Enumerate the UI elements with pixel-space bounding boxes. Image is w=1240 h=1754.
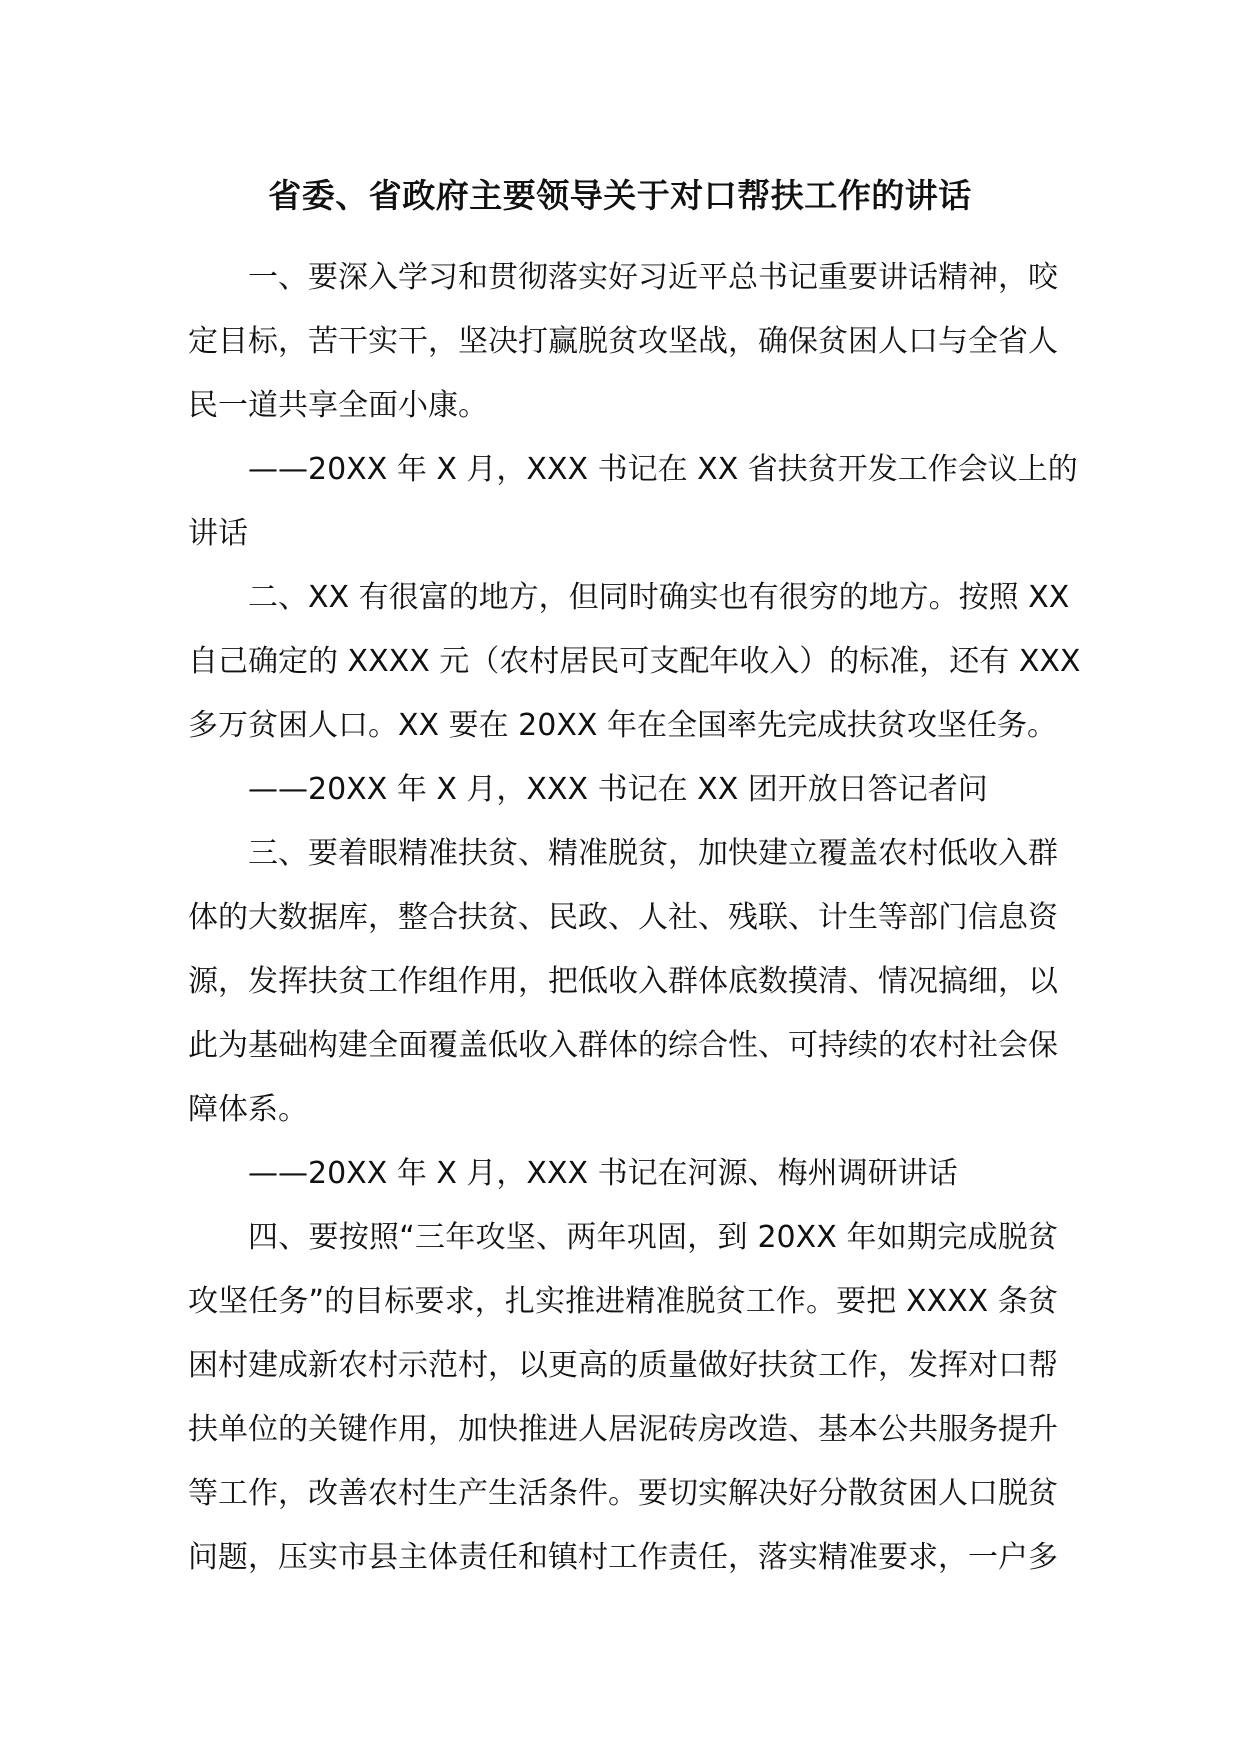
citation-3: ——20XX 年 X 月，XXX 书记在河源、梅州调研讲话 — [248, 1156, 958, 1191]
paragraph-3-line-3: 源，发挥扶贫工作组作用，把低收入群体底数摸清、情况搞细，以 — [188, 964, 1058, 999]
paragraph-2-line-3: 多万贫困人口。XX 要在 20XX 年在全国率先完成扶贫攻坚任务。 — [188, 708, 1057, 743]
paragraph-3-line-5: 障体系。 — [188, 1092, 308, 1127]
paragraph-3-line-4: 此为基础构建全面覆盖低收入群体的综合性、可持续的农村社会保 — [188, 1028, 1058, 1063]
paragraph-4-line-6: 问题，压实市县主体责任和镇村工作责任，落实精准要求，一户多 — [188, 1540, 1058, 1575]
paragraph-1-line-1: 一、要深入学习和贯彻落实好习近平总书记重要讲话精神，咬 — [248, 260, 1058, 295]
paragraph-1-line-2: 定目标，苦干实干，坚决打赢脱贫攻坚战，确保贫困人口与全省人 — [188, 324, 1058, 359]
paragraph-4-line-4: 扶单位的关键作用，加快推进人居泥砖房改造、基本公共服务提升 — [188, 1412, 1058, 1447]
citation-1-line-1: ——20XX 年 X 月，XXX 书记在 XX 省扶贫开发工作会议上的 — [248, 452, 1078, 487]
paragraph-4-line-1: 四、要按照“三年攻坚、两年巩固，到 20XX 年如期完成脱贫 — [248, 1220, 1058, 1255]
document-title: 省委、省政府主要领导关于对口帮扶工作的讲话 — [268, 176, 972, 215]
paragraph-3-line-2: 体的大数据库，整合扶贫、民政、人社、残联、计生等部门信息资 — [188, 900, 1058, 935]
paragraph-4-line-2: 攻坚任务”的目标要求，扎实推进精准脱贫工作。要把 XXXX 条贫 — [188, 1284, 1058, 1319]
citation-2: ——20XX 年 X 月，XXX 书记在 XX 团开放日答记者问 — [248, 772, 988, 807]
paragraph-2-line-1: 二、XX 有很富的地方，但同时确实也有很穷的地方。按照 XX — [248, 580, 1070, 615]
paragraph-4-line-3: 困村建成新农村示范村，以更高的质量做好扶贫工作，发挥对口帮 — [188, 1348, 1058, 1383]
citation-1-line-2: 讲话 — [188, 516, 248, 551]
paragraph-4-line-5: 等工作，改善农村生产生活条件。要切实解决好分散贫困人口脱贫 — [188, 1476, 1058, 1511]
paragraph-3-line-1: 三、要着眼精准扶贫、精准脱贫，加快建立覆盖农村低收入群 — [248, 836, 1058, 871]
paragraph-2-line-2: 自己确定的 XXXX 元（农村居民可支配年收入）的标准，还有 XXX — [188, 644, 1081, 679]
paragraph-1-line-3: 民一道共享全面小康。 — [188, 388, 488, 423]
